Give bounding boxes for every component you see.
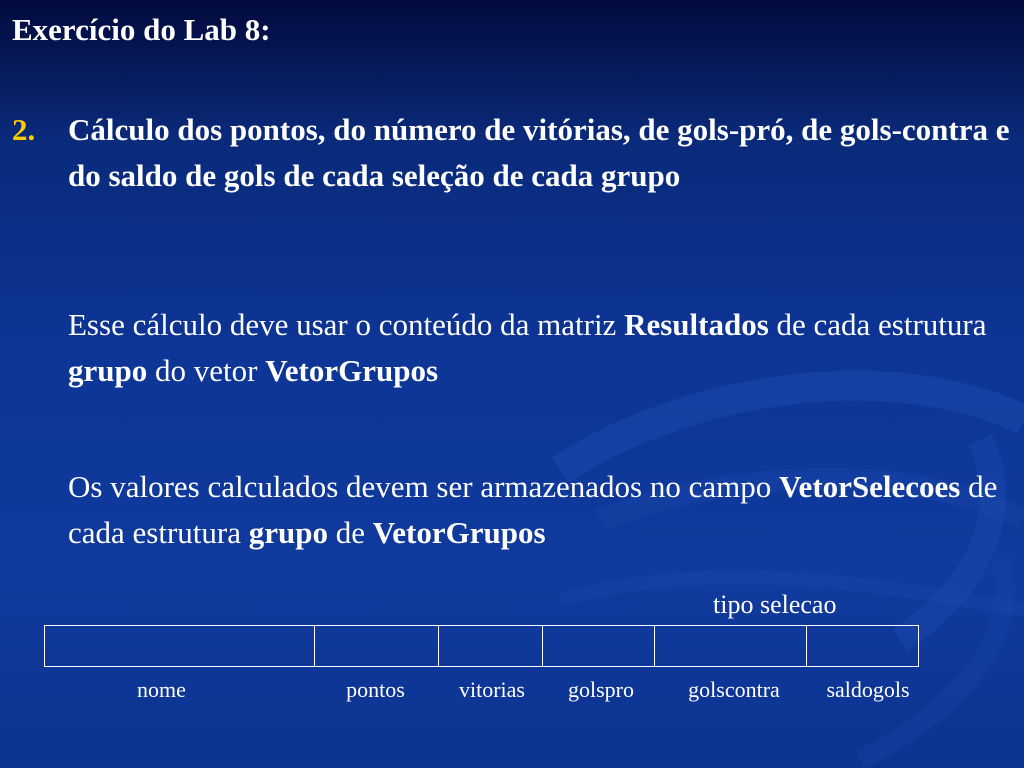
term-vetorgrupos: VetorGrupos: [265, 353, 439, 388]
term-grupo: grupo: [248, 515, 328, 550]
paragraph-matrix-usage: [68, 302, 1013, 394]
field-cell-golspro: [543, 626, 655, 667]
paragraph-text: de: [327, 515, 373, 550]
field-cell-nome: [45, 626, 315, 667]
term-grupo: grupo: [68, 353, 148, 388]
struct-type-label: tipo selecao: [713, 590, 837, 619]
field-cell-vitorias: [439, 626, 543, 667]
field-label-saldogols: saldogols: [826, 677, 910, 702]
term-vetorselecoes: VetorSelecoes: [779, 469, 961, 504]
field-label-vitorias: vitorias: [459, 677, 525, 702]
field-cell-pontos: [315, 626, 439, 667]
paragraph-text: Esse cálculo deve usar o conteúdo da matriz: [68, 307, 625, 342]
item-text: Cálculo dos pontos, do número de vitórias, de gols-pró, de gols-contra e do saldo de gols de cada seleção de cada grupo: [68, 112, 1010, 193]
term-resultados: Resultados: [624, 307, 769, 342]
paragraph-text: do vetor: [147, 353, 266, 388]
field-label-pontos: pontos: [346, 677, 405, 702]
field-label-golscontra: golscontra: [688, 677, 780, 702]
term-vetorgrupos: VetorGrupos: [372, 515, 546, 550]
item-number: 2.: [12, 112, 36, 147]
paragraph-storage: [68, 464, 1013, 556]
paragraph-text: de cada estrutura: [768, 307, 987, 342]
slide-title: Exercício do Lab 8:: [12, 12, 271, 47]
struct-diagram: [44, 625, 919, 667]
field-label-nome: nome: [137, 677, 186, 702]
field-cell-golscontra: [655, 626, 807, 667]
paragraph-text: de cada estrutura: [68, 469, 998, 550]
field-cell-saldogols: [807, 626, 919, 667]
paragraph-text: Os valores calculados devem ser armazenados no campo: [68, 469, 780, 504]
field-label-golspro: golspro: [568, 677, 634, 702]
